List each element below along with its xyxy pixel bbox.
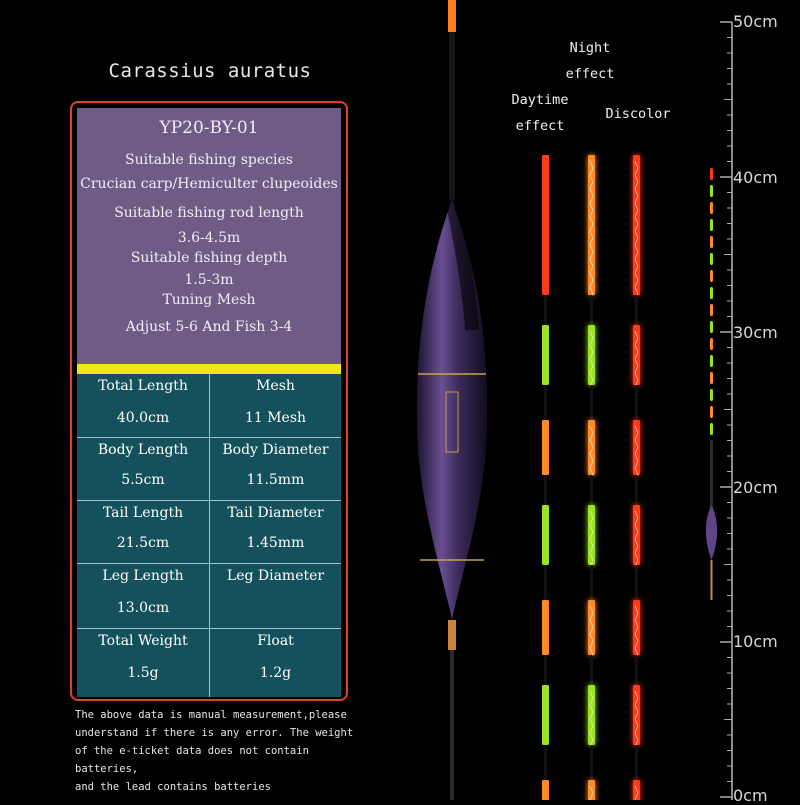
table-cell [210, 438, 341, 501]
night-label: Night effect [565, 40, 615, 82]
float-weight-label: Float [257, 633, 294, 649]
body-diameter-label: Body Diameter [222, 442, 329, 458]
rod-gap [635, 655, 638, 685]
scale-tip-segment [710, 372, 713, 384]
rod-gap [590, 295, 593, 325]
tuning-label: Tuning Mesh [162, 292, 256, 308]
note-line: of the e-ticket data does not contain batteries, [75, 745, 309, 775]
rod-gap [544, 745, 547, 780]
tip-segment-orange [542, 420, 549, 475]
scale-tip-segment [710, 168, 713, 180]
depth-label: Suitable fishing depth [130, 250, 288, 266]
ruler-label-50: 50cm [733, 12, 778, 31]
note-line: understand if there is any error. The weight [75, 727, 354, 739]
table-cell [77, 501, 210, 564]
divider-bar [77, 364, 341, 374]
species-title: Carassius auratus [108, 60, 312, 82]
scale-tip-segment [710, 355, 713, 367]
ruler-label-0: 0cm [733, 786, 768, 805]
scale-float-tail [710, 440, 713, 510]
rod-gap [635, 295, 638, 325]
rod-gap [544, 655, 547, 685]
tip-segment-green [542, 685, 549, 745]
rod-gap [590, 475, 593, 505]
scale-float-tip [710, 168, 713, 435]
rod-length-label: Suitable fishing rod length [114, 205, 304, 221]
table-cell [77, 438, 210, 501]
discolor-label: Discolor [605, 106, 671, 122]
table-cell [77, 374, 210, 438]
scale-tip-segment [710, 304, 713, 316]
measurement-note [75, 706, 375, 796]
scale-tip-segment [710, 389, 713, 401]
float-weight-value: 1.2g [259, 665, 292, 681]
tip-segment-orange [633, 420, 640, 475]
scale-float-body [706, 505, 717, 560]
rod-gap [590, 745, 593, 780]
rod-gap [544, 565, 547, 600]
float-stem-base [448, 620, 456, 650]
spec-card [70, 101, 348, 701]
rod-length-value: 3.6-4.5m [177, 230, 241, 246]
ruler-label-40: 40cm [733, 168, 778, 187]
tail-length-value: 21.5cm [116, 535, 170, 551]
tail-length-label: Tail Length [102, 505, 184, 521]
rod-gap [590, 565, 593, 600]
species-value: Crucian carp/Hemiculter clupeoides [80, 176, 338, 192]
rod-gap [635, 565, 638, 600]
ruler-ticks [720, 22, 732, 797]
rod-gap [544, 385, 547, 420]
scale-tip-segment [710, 185, 713, 197]
scale-tip-segment [710, 406, 713, 418]
body-length-label: Body Length [97, 442, 189, 458]
scale-tip-segment [710, 270, 713, 282]
float-leg [450, 650, 454, 800]
scale-tip-segment [710, 253, 713, 265]
note-line: The above data is manual measurement,please [75, 709, 347, 721]
depth-value: 1.5-3m [184, 272, 234, 288]
body-diameter-value: 11.5mm [246, 472, 305, 488]
tip-segment-orange [633, 600, 640, 655]
length-ruler [720, 0, 800, 800]
table-cell [77, 564, 210, 629]
rod-gap [635, 745, 638, 780]
rod-gap [635, 475, 638, 505]
scale-tip-segment [710, 219, 713, 231]
tip-segment-red [633, 155, 640, 295]
tip-comparison [530, 150, 660, 800]
spec-table [77, 374, 341, 697]
rod-gap [544, 475, 547, 505]
daytime-tip [542, 155, 549, 800]
scale-tip-segment [710, 236, 713, 248]
mesh-value: 11 Mesh [244, 410, 307, 426]
table-cell [77, 629, 210, 697]
body-length-value: 5.5cm [121, 472, 165, 488]
daytime-label: Daytime effect [511, 92, 569, 134]
scale-tip-segment [710, 287, 713, 299]
rod-gap [544, 295, 547, 325]
spec-card-body [77, 108, 341, 694]
total-length-value: 40.0cm [116, 410, 170, 426]
tuning-value: Adjust 5-6 And Fish 3-4 [125, 319, 293, 335]
scale-tip-segment [710, 423, 713, 435]
tip-segment-orange [542, 780, 549, 800]
rod-gap [635, 385, 638, 420]
ruler-label-10: 10cm [733, 632, 778, 651]
float-tip [448, 0, 456, 32]
model-number: YP20-BY-01 [159, 118, 259, 138]
rod-gap [590, 655, 593, 685]
rod-gap [590, 385, 593, 420]
scale-tip-segment [710, 321, 713, 333]
tip-segment-red [542, 155, 549, 295]
table-cell [210, 629, 341, 697]
scale-float-leg [711, 560, 713, 600]
table-cell [210, 374, 341, 438]
scale-tip-segment [710, 338, 713, 350]
tail-diameter-label: Tail Diameter [227, 505, 324, 521]
total-weight-value: 1.5g [127, 665, 159, 681]
tip-segment-orange [588, 420, 595, 475]
discolor-tip [633, 155, 640, 800]
table-cell [210, 501, 341, 564]
tip-segment-orange [588, 600, 595, 655]
table-cell [210, 564, 341, 629]
mesh-label: Mesh [256, 378, 295, 394]
night-tip [588, 155, 595, 800]
scale-tip-segment [710, 202, 713, 214]
leg-length-label: Leg Length [102, 568, 184, 584]
leg-diameter-label: Leg Diameter [226, 568, 325, 584]
float-tail [449, 32, 455, 222]
tip-segment-orange [542, 600, 549, 655]
tip-segment-green [542, 505, 549, 565]
total-length-label: Total Length [98, 378, 188, 394]
total-weight-label: Total Weight [98, 633, 188, 649]
float-body [417, 200, 487, 620]
leg-length-value: 13.0cm [116, 600, 170, 616]
tip-segment-red [588, 155, 595, 295]
ruler-label-30: 30cm [733, 323, 778, 342]
species-label: Suitable fishing species [125, 152, 293, 168]
ruler-label-20: 20cm [733, 478, 778, 497]
tip-segment-green [542, 325, 549, 385]
note-line: and the lead contains batteries [75, 781, 271, 793]
tail-diameter-value: 1.45mm [246, 535, 305, 551]
